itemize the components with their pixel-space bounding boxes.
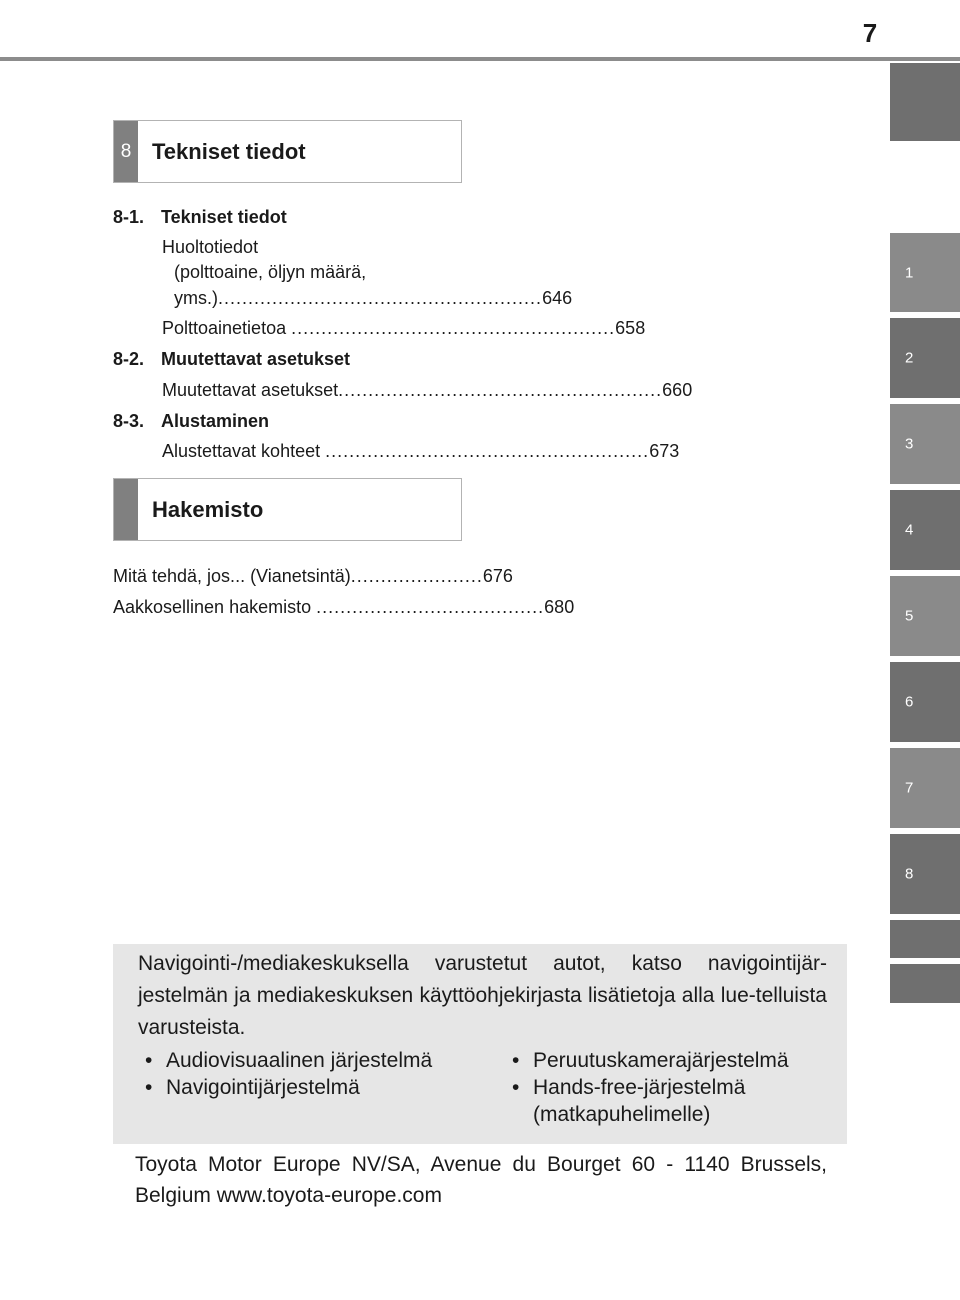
toc-entry-muutettavat-asetukset[interactable]: Muutettavat asetukset ...................................................... 660 — [162, 380, 693, 400]
info-text: Navigointi-/mediakeskuksella varustetut autot, katso navigointijär-jestelmän ja mediakeskuksen käyttöohjekirjasta lisätietoja alla lue-telluista varusteista. — [138, 952, 827, 1039]
chapter-tab-extra[interactable] — [890, 964, 960, 1003]
toc-chapter-8-1[interactable]: 8-1. Tekniset tiedot — [113, 207, 287, 227]
toc-entry-huoltotiedot-line3[interactable]: yms.) ...................................................... 646 — [174, 288, 573, 308]
toc-entry-huoltotiedot[interactable]: Huoltotiedot — [162, 237, 259, 257]
section-title: Hakemisto — [152, 496, 264, 522]
chapter-tab-4[interactable]: 4 — [890, 490, 960, 570]
toc-entry-vianetsinta[interactable]: Mitä tehdä, jos... (Vianetsintä) ...................... 676 — [113, 566, 513, 586]
chapter-tab-7[interactable]: 7 — [890, 748, 960, 828]
chapter-tab-index[interactable] — [890, 920, 960, 958]
page-number: 7 — [862, 18, 878, 48]
section-title: Tekniset tiedot — [152, 138, 306, 164]
toc-entry-polttoainetietoa[interactable]: Polttoainetietoa ...................................................... 658 — [162, 318, 646, 338]
chapter-tab-2[interactable]: 2 — [890, 318, 960, 398]
bullet-item: • Peruutuskamerajärjestelmä — [508, 1047, 828, 1074]
chapter-tab-1[interactable]: 1 — [890, 233, 960, 312]
bullet-item: • Hands-free-järjestelmä (matkapuhelimelle) — [508, 1074, 828, 1128]
section-header-tekniset-tiedot — [113, 120, 462, 183]
chapter-tab-8[interactable]: 8 — [890, 834, 960, 914]
bullet-list-left — [141, 1047, 491, 1101]
section-header-hakemisto — [113, 478, 462, 541]
publisher-footer: Toyota Motor Europe NV/SA, Avenue du Bourget 60 - 1140 Brussels, Belgium www.toyota-europe.com — [135, 1153, 827, 1207]
section-marker — [114, 479, 138, 540]
toc-chapter-8-3[interactable]: 8-3. Alustaminen — [113, 411, 270, 431]
header-rule — [0, 57, 960, 61]
bullet-item: • Audiovisuaalinen järjestelmä — [141, 1047, 491, 1074]
bullet-item: • Navigointijärjestelmä — [141, 1074, 491, 1101]
toc-entry-huoltotiedot-line2: (polttoaine, öljyn määrä, — [174, 262, 367, 282]
chapter-tab-contents[interactable] — [890, 63, 960, 141]
chapter-tab-6[interactable]: 6 — [890, 662, 960, 742]
toc-entry-aakkosellinen-hakemisto[interactable]: Aakkosellinen hakemisto ...................................... 680 — [113, 597, 575, 617]
chapter-tab-5[interactable]: 5 — [890, 576, 960, 656]
navigation-info-box — [113, 944, 847, 1144]
bullet-list-right — [508, 1047, 828, 1128]
section-number: 8 — [114, 121, 138, 182]
toc-entry-alustettavat-kohteet[interactable]: Alustettavat kohteet ...................................................... 673 — [162, 441, 680, 461]
chapter-tab-3[interactable]: 3 — [890, 404, 960, 484]
toc-chapter-8-2[interactable]: 8-2. Muutettavat asetukset — [113, 349, 351, 369]
